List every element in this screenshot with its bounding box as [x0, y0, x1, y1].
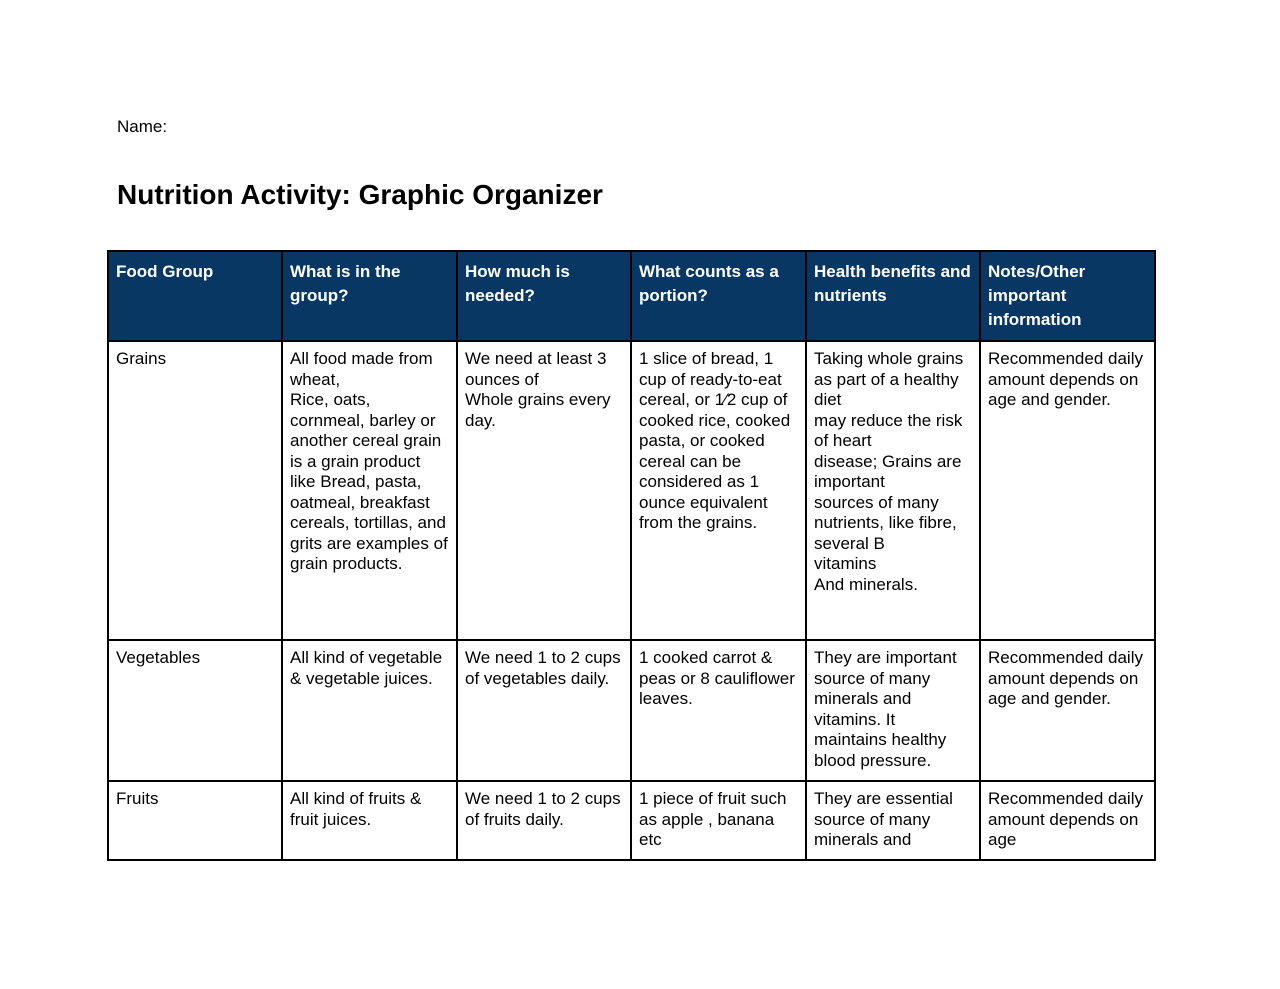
table-cell — [806, 781, 980, 860]
table-cell — [631, 781, 806, 860]
cell-text: Taking whole grains as part of a healthy diet may reduce the risk of heart disease; Grains are important sources of many nutrients, like fibre, several B vitamins And minerals. — [814, 349, 964, 594]
header-health-benefits: Health benefits and nutrients — [806, 251, 980, 341]
table-cell — [282, 781, 457, 860]
table-cell — [282, 341, 457, 640]
header-what-is-in-group: What is in the group? — [282, 251, 457, 341]
table-cell — [108, 781, 282, 860]
cell-text: 1 slice of bread, 1 cup of ready-to-eat cereal, or 1⁄2 cup of cooked rice, cooked pasta, or cooked cereal can be considered as 1 ounce equivalent from the grains. — [639, 349, 791, 532]
cell-text: All kind of fruits & fruit juices. — [290, 789, 422, 829]
table-cell — [282, 640, 457, 781]
table-row — [108, 781, 1155, 860]
cell-text: 1 piece of fruit such as apple , banana etc — [639, 789, 787, 849]
cell-text: 1 cooked carrot & peas or 8 cauliflower leaves. — [639, 648, 795, 708]
table-row — [108, 341, 1155, 640]
table-header-row — [108, 251, 1155, 341]
page-title: Nutrition Activity: Graphic Organizer — [117, 179, 603, 210]
cell-text: Recommended daily amount depends on age — [988, 789, 1143, 849]
cell-text: Grains — [116, 349, 167, 368]
cell-text: They are important source of many minerals and vitamins. It maintains healthy blood pressure. — [814, 648, 957, 770]
table-row — [108, 640, 1155, 781]
table-cell — [108, 640, 282, 781]
cell-text: Fruits — [116, 789, 159, 808]
table-cell — [631, 640, 806, 781]
table-cell — [980, 640, 1155, 781]
cell-text: We need 1 to 2 cups of vegetables daily. — [465, 648, 621, 688]
graphic-organizer-table — [107, 250, 1156, 861]
cell-text: Recommended daily amount depends on age and gender. — [988, 349, 1143, 409]
cell-text: Recommended daily amount depends on age and gender. — [988, 648, 1143, 708]
header-notes: Notes/Other important information — [980, 251, 1155, 341]
table-cell — [806, 640, 980, 781]
cell-text: All food made from wheat, Rice, oats, cornmeal, barley or another cereal grain is a grain product like Bread, pasta, oatmeal, breakfast cereals, tortillas, and grits are examples of grain products. — [290, 349, 448, 573]
cell-text: We need 1 to 2 cups of fruits daily. — [465, 789, 621, 829]
table-cell — [980, 341, 1155, 640]
cell-text: We need at least 3 ounces of Whole grains every day. — [465, 349, 611, 430]
header-food-group: Food Group — [108, 251, 282, 341]
cell-text: All kind of vegetable & vegetable juices. — [290, 648, 443, 688]
table-cell — [457, 640, 631, 781]
header-how-much-needed: How much is needed? — [457, 251, 631, 341]
table-cell — [806, 341, 980, 640]
table-cell — [980, 781, 1155, 860]
cell-text: They are essential source of many minerals and — [814, 789, 953, 849]
table-cell — [457, 781, 631, 860]
table-cell — [457, 341, 631, 640]
table-cell — [631, 341, 806, 640]
cell-text: Vegetables — [116, 648, 201, 667]
name-label: Name: — [117, 117, 168, 136]
header-what-counts-portion: What counts as a portion? — [631, 251, 806, 341]
table-cell — [108, 341, 282, 640]
